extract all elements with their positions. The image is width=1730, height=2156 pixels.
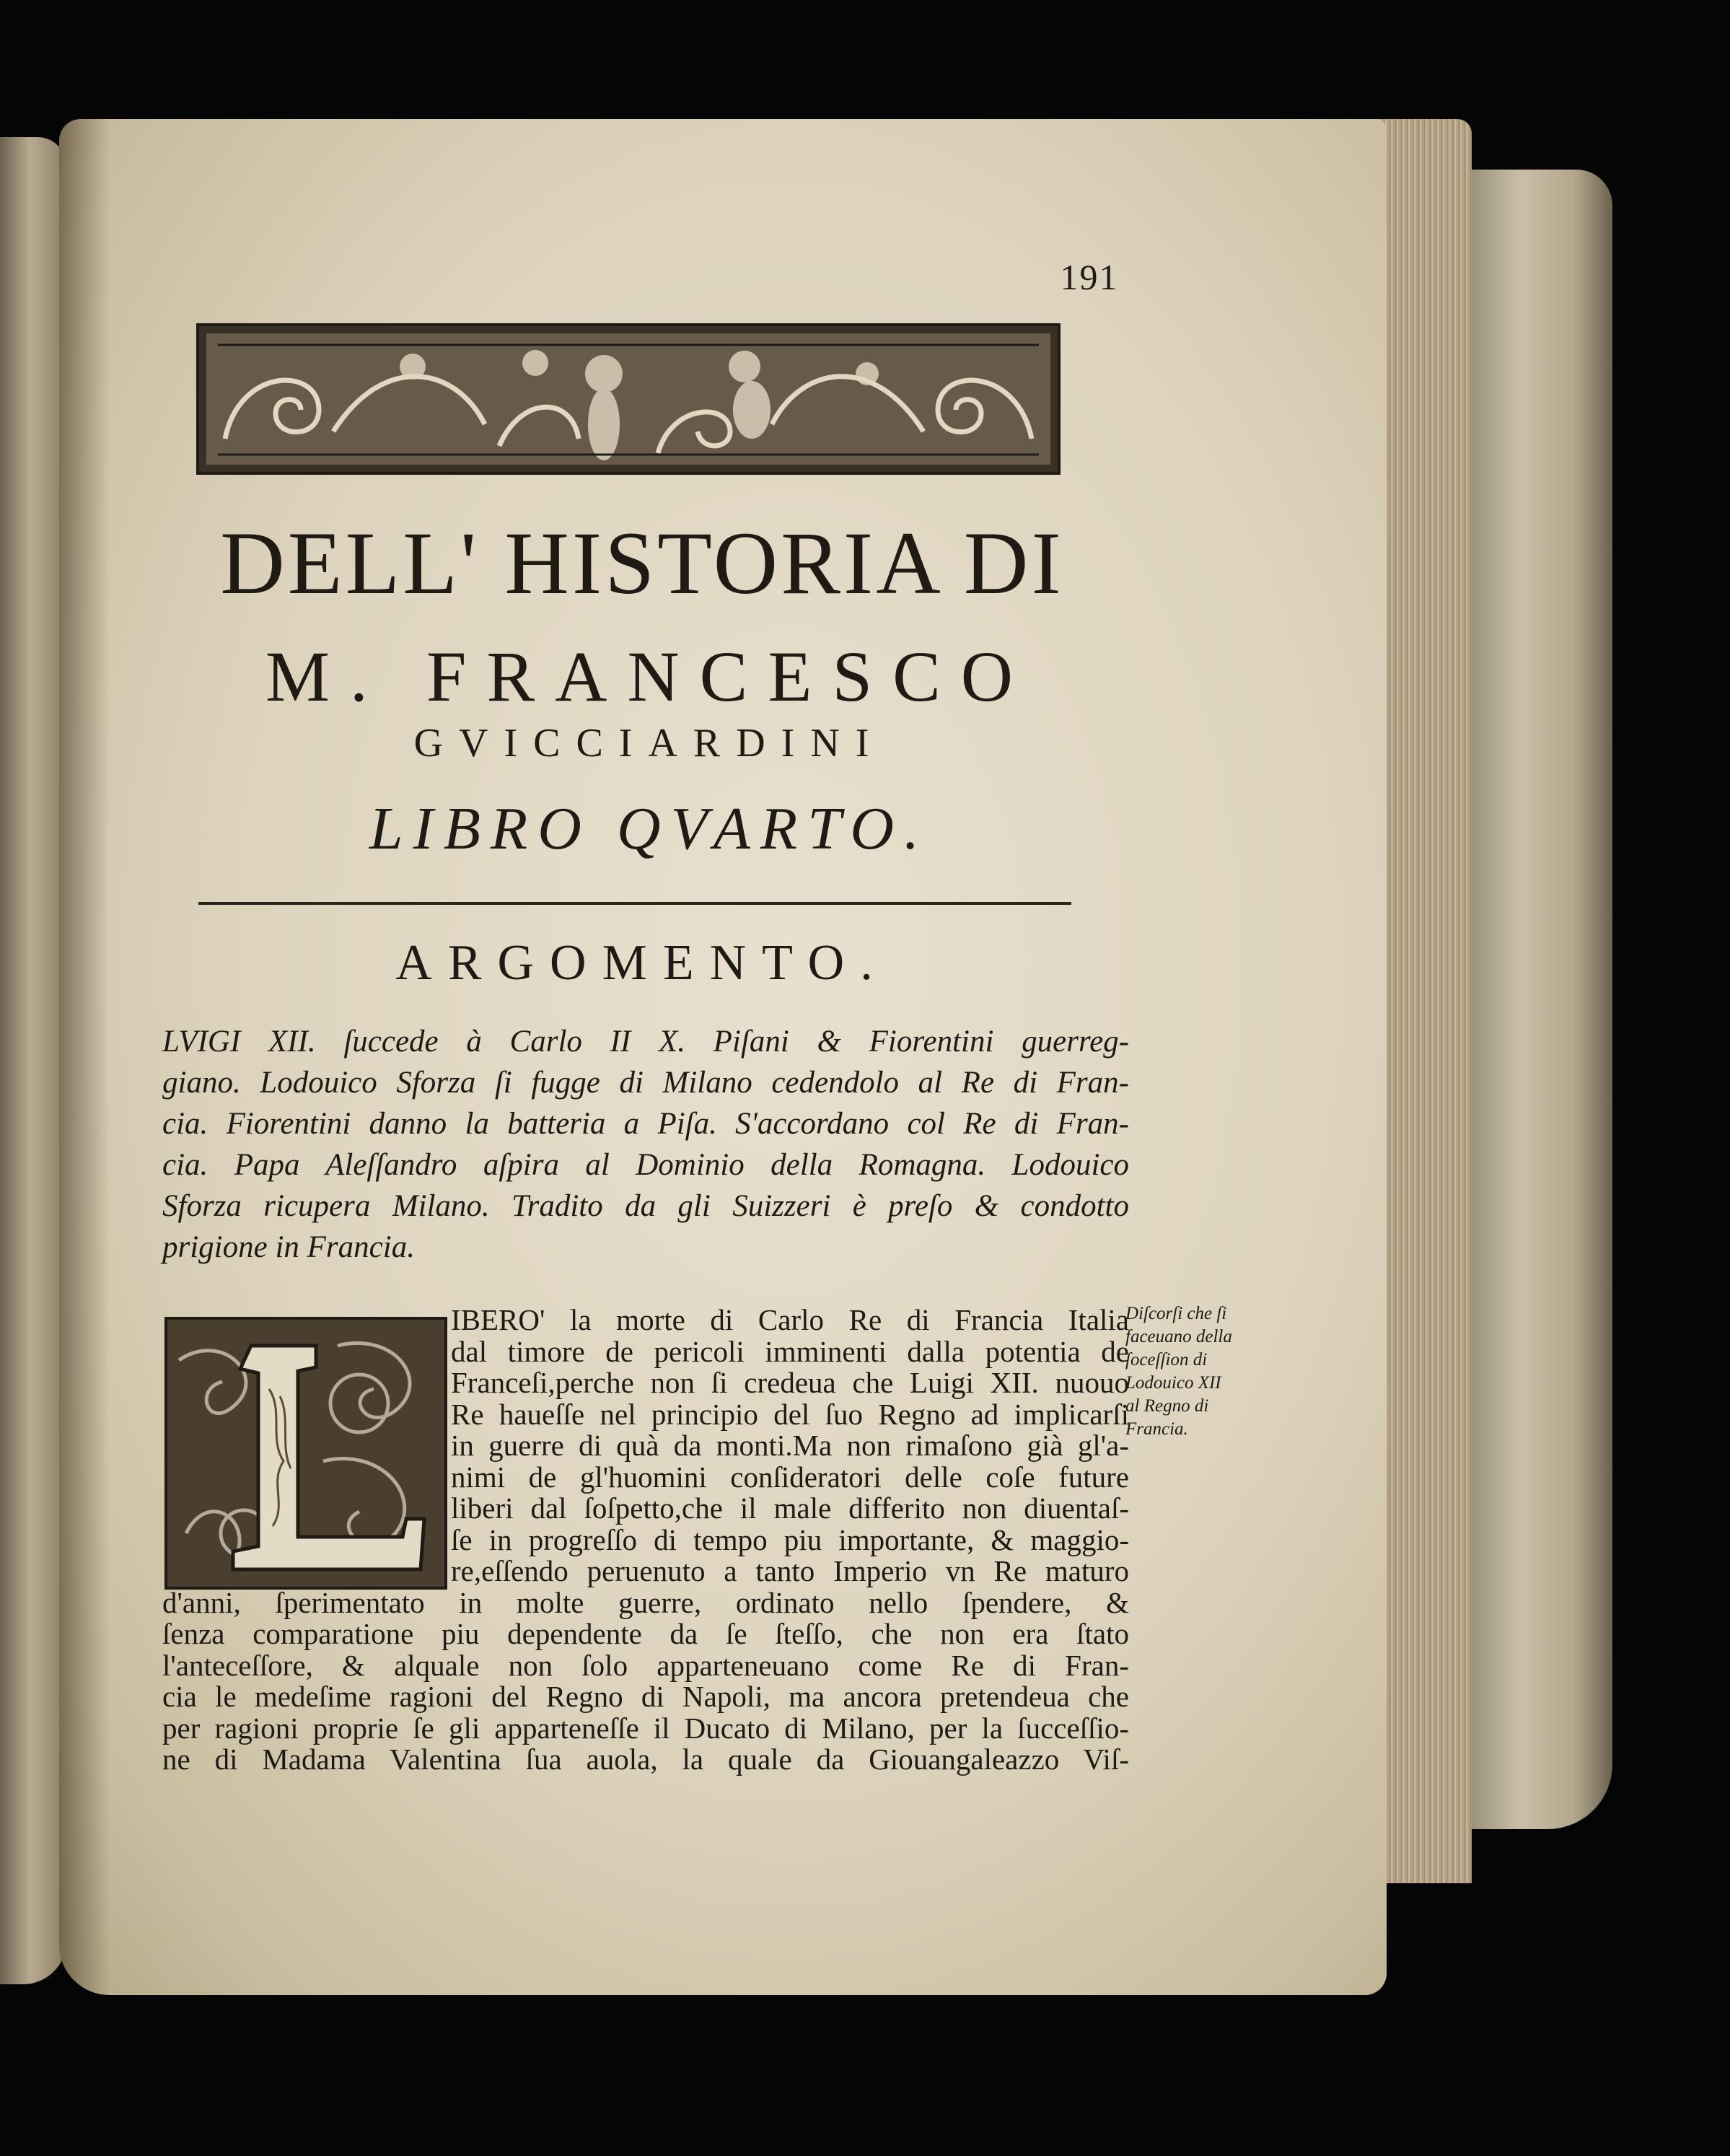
page-gutter-shadow [59,119,110,1995]
body-line: per ragioni proprie ſe gli apparteneſſe il Ducato di Milano, per la ſucceſſio- [162,1711,1129,1745]
marginal-note-line: faceuano della [1125,1327,1232,1346]
page-number: 191 [1060,257,1119,297]
title-line-2: M. FRANCESCO [265,636,1033,717]
body-line: re,eſſendo peruenuto a tanto Imperio vn Re maturo [451,1554,1129,1587]
marginal-note-line: Lodouico XII [1125,1373,1221,1393]
body-line: l'anteceſſore, & alquale non ſolo apparteneuano come Re di Fran- [162,1648,1129,1682]
body-line: in guerre di quà da monti.Ma non rimaſono già gl'a- [451,1429,1129,1462]
argomento-text [162,1021,1129,1268]
body-line: Re haueſſe nel principio del ſuo Regno ad implicarſi [451,1397,1129,1431]
marginal-note [1125,1302,1270,1441]
body-line: nimi de gl'huomini conſideratori delle coſe future [451,1460,1129,1494]
title-line-4: LIBRO QVARTO. [369,795,930,862]
argomento-line: Sforza ricupera Milano. Tradito da gli Suizzeri è preſo & condotto [162,1189,1129,1223]
argomento-line: giano. Lodouico Sforza ſi fugge di Milano cedendolo al Re di Fran- [162,1066,1129,1100]
body-line: Franceſi,perche non ſi credeua che Luigi XII. nuouo [451,1366,1129,1399]
marginal-note-line: Diſcorſi che ſi [1125,1304,1227,1323]
argomento-heading: ARGOMENTO. [395,935,889,991]
body-line: liberi dal ſoſpetto,che il male differito non diuentaſ- [451,1491,1129,1525]
argomento-line: LVIGI XII. ſuccede à Carlo II X. Piſani & Fiorentini guerreg- [162,1025,1129,1059]
argomento-line: cia. Papa Aleſſandro aſpira al Dominio della Romagna. Lodouico [162,1148,1129,1182]
marginal-note-line: ſoceſſion di [1125,1350,1208,1370]
book-cover [1457,170,1612,1829]
title-line-1: DELL' HISTORIA DI [220,514,1064,613]
body-line: IBERO' la morte di Carlo Re di Francia Italia [451,1303,1129,1336]
body-text [162,1305,1129,1776]
left-page-edge [0,137,66,1984]
marginal-note-line: al Regno di [1125,1396,1209,1416]
body-line: dal timore de pericoli imminenti dalla potentia de [451,1334,1129,1368]
title-line-3: GVICCIARDINI [413,721,885,766]
body-line: ſe in progreſſo di tempo piu importante, & maggio- [451,1522,1129,1556]
body-line: ne di Madama Valentina ſua auola, la quale da Giouangaleazzo Viſ- [162,1743,1129,1776]
body-line: d'anni, ſperimentato in molte guerre, ordinato nello ſpendere, & [162,1585,1129,1619]
argomento-line: cia. Fiorentini danno la batteria a Piſa. S'accordano col Re di Fran- [162,1107,1129,1141]
body-line: cia le medeſime ragioni del Regno di Napoli, ma ancora pretendeua che [162,1680,1129,1713]
horizontal-rule [198,902,1071,905]
argomento-line: prigione in Francia. [162,1230,415,1264]
headpiece-ornament [196,323,1061,475]
marginal-note-line: Francia. [1125,1419,1188,1439]
body-line: ſenza comparatione piu dependente da ſe ſteſſo, che non era ſtato [162,1617,1129,1650]
